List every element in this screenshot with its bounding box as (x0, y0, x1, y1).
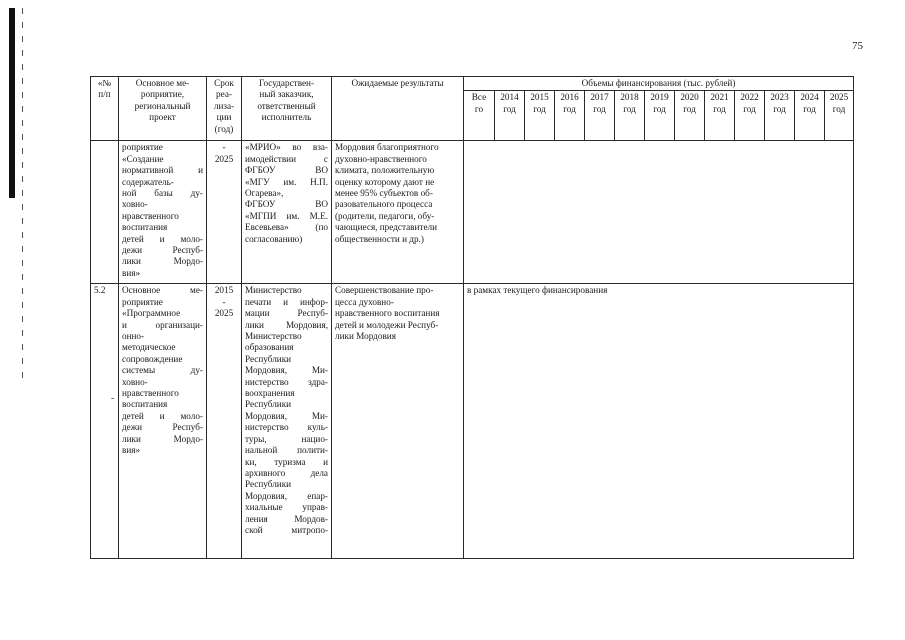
text-line: реа- (216, 89, 232, 100)
header-year (555, 91, 585, 141)
text-line: год (713, 103, 726, 114)
text-line: «Программное (122, 308, 181, 319)
text-line: Основное ме- (122, 285, 203, 296)
text-line: Республики (245, 479, 292, 490)
text-line: год (533, 103, 546, 114)
text-line: п/п (98, 89, 111, 100)
text-line: методическое (122, 342, 176, 353)
text-line: ки, туризма и (245, 456, 328, 467)
text-line: проект (149, 112, 176, 123)
text-line: лики Мордо- (122, 256, 203, 267)
header-year (585, 91, 615, 141)
text-line: воспитания (122, 222, 168, 233)
text-line: 2016 (560, 92, 579, 103)
header-year (615, 91, 645, 141)
text-line: Основное ме- (135, 78, 190, 88)
margin-mark: - (111, 393, 115, 404)
row-term (207, 141, 242, 284)
text-line: 2015 (214, 285, 234, 296)
text-line: год (623, 103, 636, 114)
text-line: Мордовия благоприятного (335, 142, 439, 153)
table-row (91, 141, 854, 284)
text-line: онно- (122, 331, 145, 342)
text-line: образования (245, 342, 294, 353)
text-line: ховно- (122, 376, 148, 387)
text-line: Срок (214, 78, 234, 88)
text-line: воохранения (245, 388, 295, 399)
text-line: ный заказчик, (259, 89, 314, 100)
text-line: системы ду- (122, 365, 203, 376)
header-funding-title: Объемы финансирования (тыс. рублей) (464, 77, 854, 91)
text-line: ской митропо- (245, 524, 328, 535)
text-line: ления Мордов- (245, 513, 328, 524)
financing-table (90, 76, 854, 559)
text-line: «МРИО» во вза- (245, 142, 328, 153)
text-line: согласованию) (245, 233, 303, 244)
text-line: 2021 (710, 92, 729, 103)
row-results (332, 284, 464, 559)
text-line: Все (471, 92, 487, 103)
text-line: ФГБОУ ВО (245, 165, 328, 176)
header-total (464, 91, 495, 141)
text-line: ной базы ду- (122, 188, 203, 199)
header-year (825, 91, 854, 141)
text-line: 2014 (500, 92, 519, 103)
text-line: туры, нацио- (245, 433, 328, 444)
text-line: Совершенствование про- (335, 285, 434, 296)
text-line: роприятие (122, 142, 163, 153)
row-funding: в рамках текущего финансирования (464, 284, 854, 559)
text-line: чающиеся, представители (335, 222, 438, 233)
row-customer (242, 141, 332, 284)
text-line: (год) (214, 123, 234, 134)
header-year (495, 91, 525, 141)
binding-edge-mark (9, 8, 15, 198)
text-line: нравственного (122, 388, 179, 399)
text-line: Государствен- (258, 78, 315, 88)
text-line: печати и инфор- (245, 296, 328, 307)
text-line: роприятие, (140, 89, 185, 100)
text-line: 2024 (800, 92, 819, 103)
text-line: детей и молодежи Респуб- (335, 319, 439, 330)
text-line: 2017 (590, 92, 609, 103)
text-line: нравственного воспитания (335, 308, 440, 319)
row-results (332, 141, 464, 284)
text-line: го (474, 103, 484, 114)
text-line: 2023 (770, 92, 789, 103)
text-line: «Создание (122, 153, 164, 164)
header-year (795, 91, 825, 141)
text-line: детей и моло- (122, 233, 203, 244)
header-number (91, 77, 119, 141)
text-line: год (653, 103, 666, 114)
text-line: 2025 (829, 92, 849, 103)
row-number: 5.2 (91, 284, 119, 559)
text-line: - (222, 142, 226, 153)
text-line: год (503, 103, 516, 114)
text-line: «МГПИ им. М.Е. (245, 210, 328, 221)
text-line: Мордовия, епар- (245, 490, 328, 501)
text-line: общественности и др.) (335, 233, 424, 244)
row-activity (119, 141, 207, 284)
text-line: «№ (97, 78, 112, 88)
table-row (91, 284, 854, 559)
text-line: год (832, 103, 846, 114)
text-line: нистерство здра- (245, 376, 328, 387)
text-line: разовательного процесса (335, 199, 433, 210)
header-year (765, 91, 795, 141)
header-year (705, 91, 735, 141)
text-line: год (743, 103, 756, 114)
text-line: дежи Респуб- (122, 422, 203, 433)
text-line: 2025 (214, 308, 234, 319)
text-line: климата, положительную (335, 165, 435, 176)
text-line: год (683, 103, 696, 114)
text-line: сопровождение (122, 353, 183, 364)
text-line: хиальные управ- (245, 502, 328, 513)
text-line: лики Мордо- (122, 433, 203, 444)
text-line: Мордовия, Ми- (245, 410, 328, 421)
page-number: 75 (852, 40, 863, 52)
text-line: детей и моло- (122, 410, 203, 421)
text-line: 2019 (650, 92, 669, 103)
text-line: год (563, 103, 576, 114)
header-year (735, 91, 765, 141)
text-line: Республики (245, 353, 292, 364)
text-line: ции (216, 112, 232, 123)
header-results: Ожидаемые результаты (332, 77, 464, 141)
text-line: 2018 (620, 92, 639, 103)
text-line: 2020 (680, 92, 699, 103)
text-line: вия» (122, 267, 141, 278)
row-funding (464, 141, 854, 284)
text-line: Огарева», (245, 188, 284, 199)
header-year (675, 91, 705, 141)
text-line: Мордовия, Ми- (245, 365, 328, 376)
text-line: - (222, 296, 226, 307)
text-line: оценку которому дают не (335, 176, 435, 187)
text-line: менее 95% субъектов об- (335, 188, 433, 199)
text-line: лики Мордовия, (245, 319, 328, 330)
text-line: 2022 (740, 92, 759, 103)
text-line: нравственного (122, 210, 179, 221)
header-activity (119, 77, 207, 141)
text-line: вия» (122, 445, 141, 456)
text-line: лиза- (213, 100, 235, 111)
text-line: мации Респуб- (245, 308, 328, 319)
text-line: «МГУ им. Н.П. (245, 176, 328, 187)
text-line: архивного дела (245, 467, 328, 478)
header-year (645, 91, 675, 141)
header-year (525, 91, 555, 141)
row-term (207, 284, 242, 559)
text-line: год (803, 103, 816, 114)
text-line: Евсевьева» (по (245, 222, 328, 233)
binding-hole-line (22, 8, 23, 378)
row-customer (242, 284, 332, 559)
text-line: цесса духовно- (335, 296, 394, 307)
row-activity (119, 284, 207, 559)
text-line: исполнитель (261, 112, 312, 123)
text-line: лики Мордовия (335, 331, 396, 342)
row-number (91, 141, 119, 284)
text-line: нальной полити- (245, 445, 328, 456)
text-line: содержатель- (122, 176, 174, 187)
text-line: нистерство куль- (245, 422, 328, 433)
text-line: духовно-нравственного (335, 153, 427, 164)
text-line: нормативной и (122, 165, 203, 176)
text-line: год (773, 103, 786, 114)
text-line: год (593, 103, 606, 114)
text-line: 2015 (530, 92, 549, 103)
text-line: дежи Респуб- (122, 245, 203, 256)
text-line: (родители, педагоги, обу- (335, 210, 435, 221)
text-line: Министерство (245, 331, 302, 342)
text-line: ФГБОУ ВО (245, 199, 328, 210)
text-line: региональный (134, 100, 191, 111)
text-line: ответственный (257, 100, 316, 111)
header-customer (242, 77, 332, 141)
text-line: и организаци- (122, 319, 203, 330)
header-term (207, 77, 242, 141)
text-line: ховно- (122, 199, 148, 210)
text-line: Министерство (245, 285, 302, 296)
text-line: Республики (245, 399, 292, 410)
text-line: роприятие (122, 296, 163, 307)
text-line: 2025 (214, 153, 234, 164)
text-line: имодействии с (245, 153, 328, 164)
text-line: воспитания (122, 399, 168, 410)
